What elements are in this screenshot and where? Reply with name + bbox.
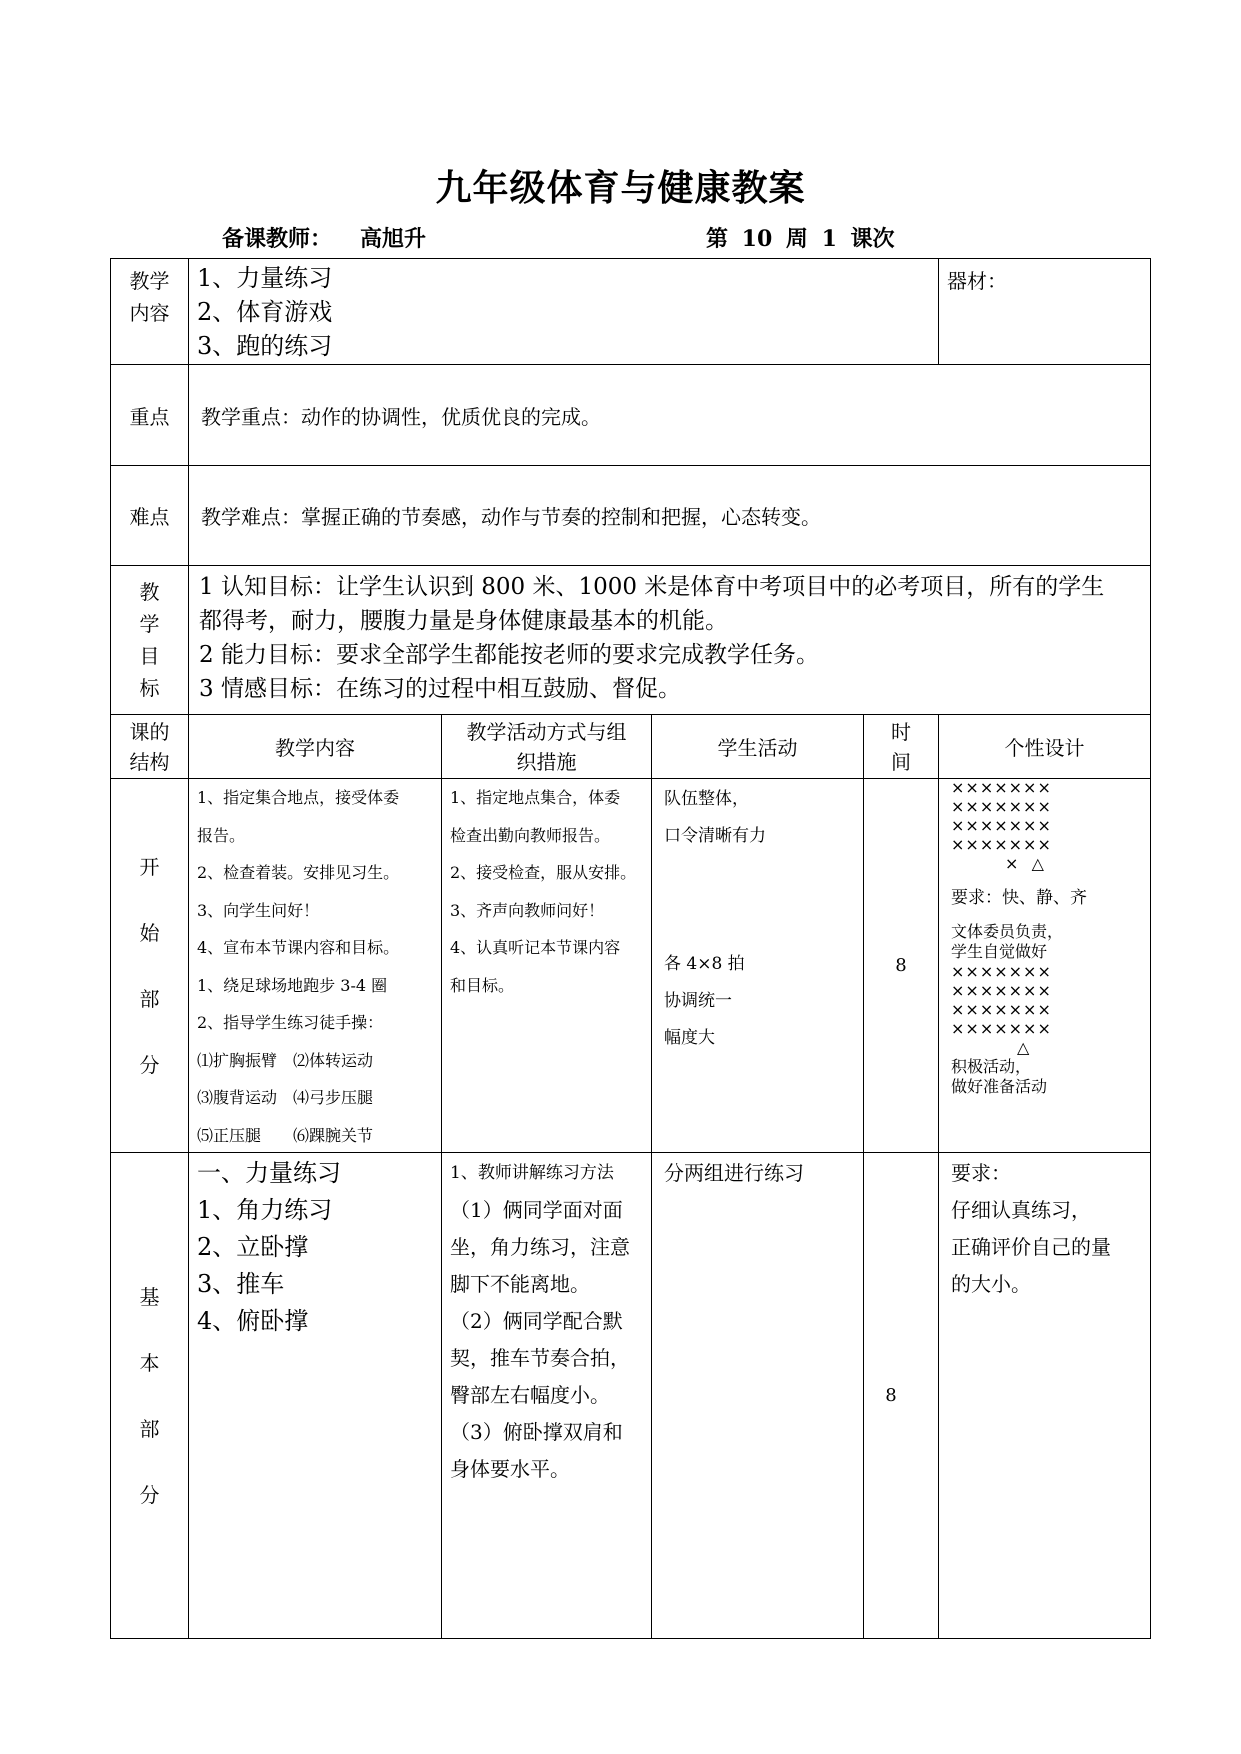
start-method-line: 4、认真听记本节课内容 bbox=[450, 938, 621, 957]
page-title: 九年级体育与健康教案 bbox=[435, 167, 806, 209]
design-closing: 积极活动， bbox=[951, 1057, 1032, 1076]
basic-design-line: 仔细认真练习， bbox=[951, 1198, 1091, 1222]
header-structure-line: 结构 bbox=[129, 749, 170, 774]
header-structure bbox=[110, 714, 189, 779]
goals-label-char: 学 bbox=[139, 612, 160, 636]
basic-content-line: 1、角力练习 bbox=[197, 1196, 333, 1224]
content-items bbox=[188, 258, 939, 365]
formation-row: △ bbox=[1017, 1038, 1031, 1057]
basic-content-line: 2、立卧撑 bbox=[197, 1233, 309, 1261]
basic-content-line: 4、俯卧撑 bbox=[197, 1307, 309, 1335]
start-student-line: 口令清晰有力 bbox=[664, 826, 766, 846]
design-note: 学生自觉做好 bbox=[951, 942, 1048, 961]
formation-row: ××××××× bbox=[951, 835, 1052, 854]
basic-part-char: 部 bbox=[139, 1416, 160, 1441]
formation-row: ××××××× bbox=[951, 778, 1052, 797]
start-content-line: ⑸正压腿 ⑹踝腕关节 bbox=[197, 1125, 374, 1145]
formation-diagram-top bbox=[951, 778, 1138, 873]
content-label-line: 教学 bbox=[129, 269, 170, 293]
start-student-line: 协调统一 bbox=[664, 991, 732, 1011]
content-label-line: 内容 bbox=[129, 301, 170, 325]
header-time-line: 时 bbox=[891, 719, 911, 744]
header-design: 个性设计 bbox=[938, 714, 1151, 779]
basic-part-design bbox=[938, 1152, 1151, 1639]
key-point-text bbox=[188, 364, 1151, 466]
formation-row: ××××××× bbox=[951, 981, 1052, 1000]
basic-design-line: 正确评价自己的量 bbox=[951, 1235, 1111, 1259]
basic-part-label bbox=[110, 1152, 189, 1639]
content-item: 2、体育游戏 bbox=[197, 298, 333, 326]
basic-student-line: 分两组进行练习 bbox=[664, 1161, 804, 1185]
equipment-label: 器材： bbox=[947, 269, 1007, 293]
start-part-label bbox=[110, 778, 189, 1153]
basic-part-char: 基 bbox=[139, 1284, 160, 1309]
formation-row: × △ bbox=[1005, 854, 1045, 873]
design-note: 文体委员负责， bbox=[951, 922, 1064, 941]
header-time-line: 间 bbox=[891, 749, 911, 774]
basic-method-line: （3）俯卧撑双肩和 bbox=[450, 1420, 623, 1444]
start-method-line: 和目标。 bbox=[450, 975, 515, 995]
goal-line: 1 认知目标：让学生认识到 800 米、1000 米是体育中考项目中的必考项目，所有的学生 bbox=[199, 574, 1105, 600]
design-closing: 做好准备活动 bbox=[951, 1077, 1048, 1096]
header-method-line: 织措施 bbox=[516, 749, 577, 774]
goals-text bbox=[188, 565, 1151, 715]
basic-content-line: 3、推车 bbox=[197, 1270, 285, 1298]
start-content-line: 报告。 bbox=[197, 825, 246, 845]
basic-part-student bbox=[651, 1152, 864, 1639]
key-point-label: 重点 bbox=[110, 364, 189, 466]
start-student-line: 队伍整体， bbox=[664, 789, 749, 809]
basic-part-char: 分 bbox=[139, 1482, 160, 1507]
formation-row: ××××××× bbox=[951, 816, 1052, 835]
start-method-line: 检查出勤向教师报告。 bbox=[450, 825, 611, 845]
goals-label-char: 目 bbox=[139, 644, 160, 668]
start-method-line: 1、指定地点集合，体委 bbox=[450, 788, 621, 807]
start-student-line: 各 4×8 拍 bbox=[664, 954, 745, 974]
formation-row: ××××××× bbox=[951, 797, 1052, 816]
header-structure-line: 课的 bbox=[129, 719, 170, 744]
start-part-student bbox=[651, 778, 864, 1153]
basic-method-line: （2）俩同学配合默 bbox=[450, 1309, 623, 1333]
goal-line: 2 能力目标：要求全部学生都能按老师的要求完成教学任务。 bbox=[199, 642, 819, 668]
start-part-content bbox=[188, 778, 442, 1153]
difficulty-value: 教学难点：掌握正确的节奏感，动作与节奏的控制和把握，心态转变。 bbox=[201, 505, 821, 529]
header-method-line: 教学活动方式与组 bbox=[466, 719, 627, 744]
start-content-line: 1、绕足球场地跑步 3-4 圈 bbox=[197, 975, 388, 995]
basic-method-line: 契，推车节奏合拍， bbox=[450, 1346, 630, 1370]
start-student-line: 幅度大 bbox=[664, 1028, 715, 1048]
goal-line: 都得考，耐力，腰腹力量是身体健康最基本的机能。 bbox=[199, 608, 728, 634]
goal-line: 3 情感目标：在练习的过程中相互鼓励、督促。 bbox=[199, 676, 681, 702]
design-requirement: 要求：快、静、齐 bbox=[951, 888, 1087, 908]
goals-label-char: 教 bbox=[139, 580, 160, 604]
basic-method-line: 脚下不能离地。 bbox=[450, 1272, 590, 1296]
header-content: 教学内容 bbox=[188, 714, 442, 779]
start-part-method bbox=[441, 778, 652, 1153]
basic-method-line: 臀部左右幅度小。 bbox=[450, 1383, 610, 1407]
start-content-line: ⑴扩胸振臂 ⑵体转运动 bbox=[197, 1050, 374, 1070]
difficulty-label: 难点 bbox=[110, 465, 189, 566]
basic-part-method bbox=[441, 1152, 652, 1639]
basic-method-line: 坐，角力练习，注意 bbox=[450, 1235, 630, 1259]
equipment-cell bbox=[938, 258, 1151, 365]
start-content-line: 4、宣布本节课内容和目标。 bbox=[197, 938, 400, 957]
basic-method-line: （1）俩同学面对面 bbox=[450, 1198, 623, 1222]
basic-design-line: 的大小。 bbox=[951, 1272, 1031, 1296]
start-method-line: 3、齐声向教师问好！ bbox=[450, 900, 605, 920]
start-part-char: 分 bbox=[139, 1052, 160, 1077]
key-point-value: 教学重点：动作的协调性，优质优良的完成。 bbox=[201, 404, 601, 429]
basic-method-line: 身体要水平。 bbox=[450, 1457, 570, 1481]
basic-part-char: 本 bbox=[139, 1350, 160, 1375]
start-part-char: 部 bbox=[139, 986, 160, 1011]
teacher-name: 高旭升 bbox=[360, 226, 427, 252]
content-item: 3、跑的练习 bbox=[197, 332, 333, 360]
formation-diagram-bottom bbox=[951, 962, 1138, 1057]
difficulty-text bbox=[188, 465, 1151, 566]
start-content-line: ⑶腹背运动 ⑷弓步压腿 bbox=[197, 1088, 374, 1107]
formation-row: ××××××× bbox=[951, 1019, 1052, 1038]
formation-row: ××××××× bbox=[951, 962, 1052, 981]
start-content-line: 2、指导学生练习徒手操： bbox=[197, 1013, 384, 1032]
content-label bbox=[110, 258, 189, 365]
goals-label-char: 标 bbox=[139, 676, 160, 700]
header-time bbox=[863, 714, 939, 779]
basic-content-line: 一、力量练习 bbox=[197, 1159, 341, 1187]
start-part-time: 8 bbox=[863, 778, 939, 1153]
content-item: 1、力量练习 bbox=[197, 264, 333, 292]
formation-row: ××××××× bbox=[951, 1000, 1052, 1019]
start-part-design bbox=[938, 778, 1151, 1153]
start-part-char: 开 bbox=[139, 854, 160, 879]
basic-design-line: 要求： bbox=[951, 1161, 1011, 1185]
header-student: 学生活动 bbox=[651, 714, 864, 779]
basic-part-time: 8 bbox=[863, 1152, 939, 1639]
teacher-label: 备课教师： bbox=[222, 226, 333, 252]
week-info: 第 10 周 1 课次 bbox=[706, 226, 895, 252]
start-content-line: 3、向学生问好！ bbox=[197, 900, 320, 920]
basic-method-line: 1、教师讲解练习方法 bbox=[450, 1163, 614, 1183]
start-method-line: 2、接受检查，服从安排。 bbox=[450, 863, 637, 882]
header-method bbox=[441, 714, 652, 779]
basic-part-content bbox=[188, 1152, 442, 1639]
start-part-char: 始 bbox=[139, 920, 160, 945]
start-content-line: 2、检查着装。安排见习生。 bbox=[197, 863, 400, 882]
goals-label bbox=[110, 565, 189, 715]
start-content-line: 1、指定集合地点，接受体委 bbox=[197, 788, 400, 807]
